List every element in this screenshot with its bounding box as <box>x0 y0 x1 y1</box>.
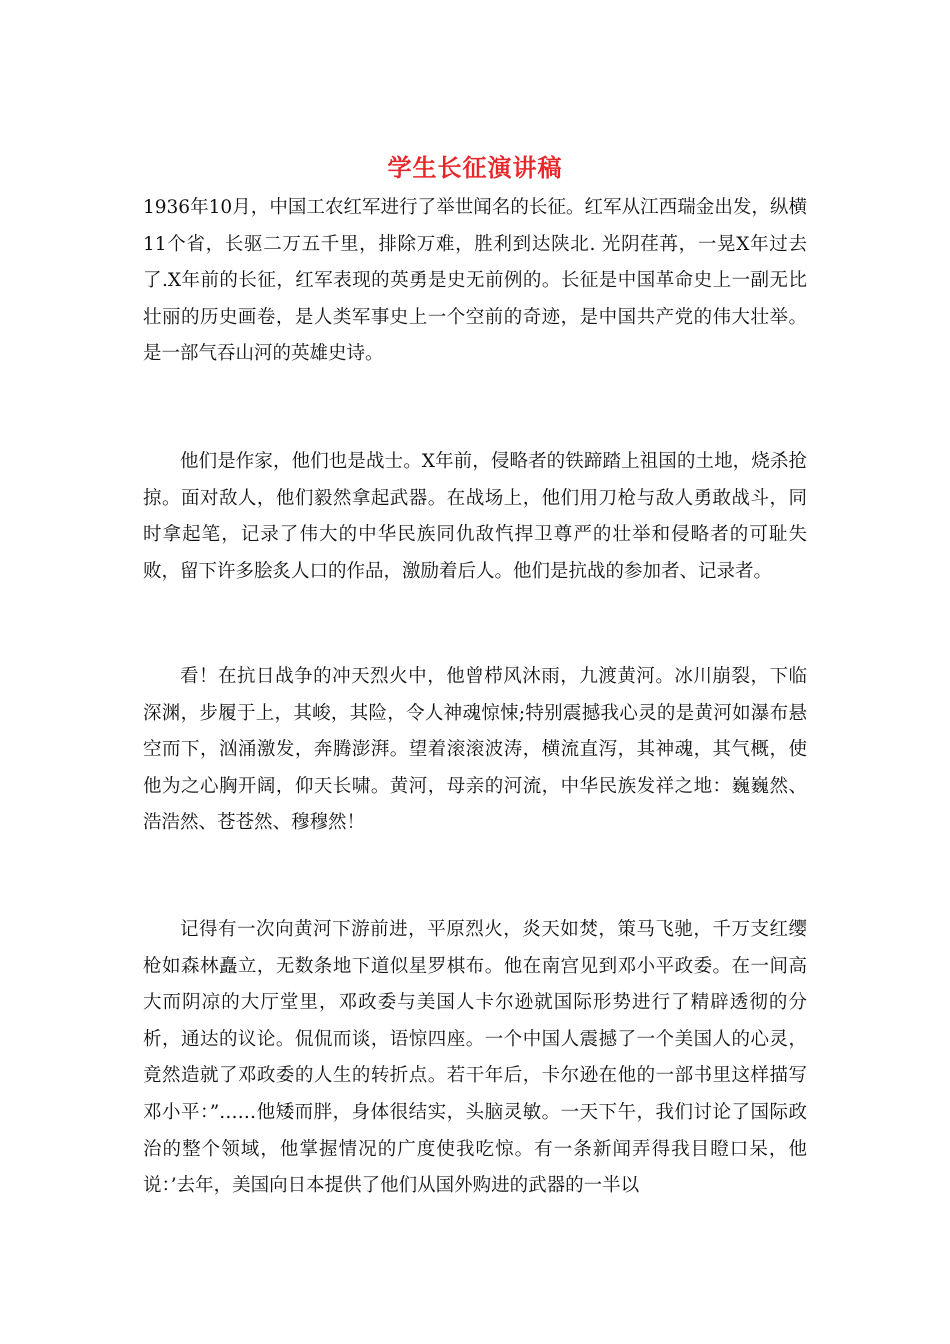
paragraph-deng-xiaoping: 记得有一次向黄河下游前进，平原烈火，炎天如焚，策马飞驰，千万支红缨枪如森林矗立，无数条地下道似星罗棋布。他在南宫见到邓小平政委。在一间高大而阴凉的大厅堂里，邓政委与美国人卡尔逊就国际形势进行了精辟透彻的分析，通达的议论。侃侃而谈，语惊四座。一个中国人震撼了一个美国人的心灵，竟然造就了邓政委的人生的转折点。若干年后，卡尔逊在他的一部书里这样描写邓小平：”……他矮而胖，身体很结实，头脑灵敏。一天下午，我们讨论了国际政治的整个领域，他掌握情况的广度使我吃惊。有一条新闻弄得我目瞪口呆，他说：’去年，美国向日本提供了他们从国外购进的武器的一半以 <box>143 919 807 1197</box>
document-title: 学生长征演讲稿 <box>387 153 563 182</box>
paragraph-writers-soldiers: 他们是作家，他们也是战士。X年前，侵略者的铁蹄踏上祖国的土地，烧杀抢掠。面对敌人，他们毅然拿起武器。在战场上，他们用刀枪与敌人勇敢战斗，同时拿起笔，记录了伟大的中华民族同仇敌忾捍卫尊严的壮举和侵略者的可耻失败，留下许多脍炙人口的作品，激励着后人。他们是抗战的参加者、记录者。 <box>143 451 807 582</box>
paragraph-long-march: 1936年10月，中国工农红军进行了举世闻名的长征。红军从江西瑞金出发，纵横11个省，长驱二万五千里，排除万难，胜利到达陕北. 光阴荏苒，一晃X年过去了.X年前的长征，红军表现的英勇是史无前例的。长征是中国革命史上一副无比壮丽的历史画卷，是人类军事史上一个空前的奇迹，是中国共产党的伟大壮举。是一部气吞山河的英雄史诗。 <box>143 197 807 365</box>
paragraph-yellow-river: 看！在抗日战争的冲天烈火中，他曾栉风沐雨，九渡黄河。冰川崩裂，下临深渊，步履于上，其峻，其险，令人神魂惊悚;特别震撼我心灵的是黄河如瀑布悬空而下，汹涌激发，奔腾澎湃。望着滚滚波涛，横流直泻，其神魂，其气概，使他为之心胸开阔，仰天长啸。黄河，母亲的河流，中华民族发祥之地：巍巍然、浩浩然、苍苍然、穆穆然！ <box>143 666 807 834</box>
